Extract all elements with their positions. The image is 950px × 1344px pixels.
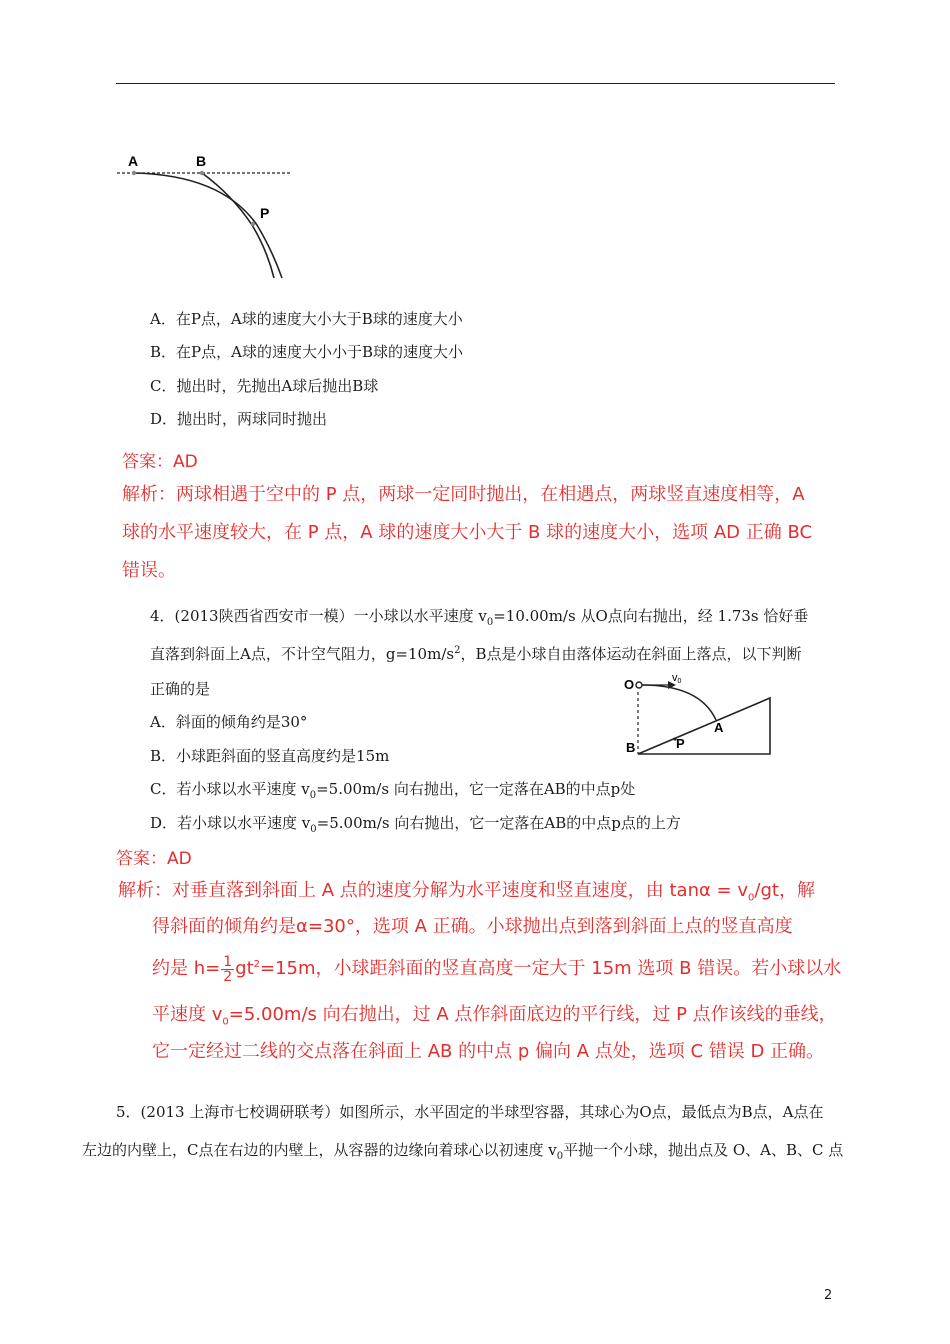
point-b-dot (200, 171, 204, 175)
q4-option-c: C．若小球以水平速度 $v_0=5.00m/s$ 向右抛出，它一定落在AB的中点p处 (150, 780, 636, 801)
q4-explanation-line5: 它一定经过二线的交点落在斜面上 AB 的中点 p 偏向 A 点处，选项 C 错误 D 正确。 (152, 1041, 825, 1062)
q3-option-a: A．在P点，A球的速度大小大于B球的速度大小 (150, 310, 463, 328)
projectile-path (642, 685, 716, 720)
q3-option-d: D．抛出时，两球同时抛出 (150, 410, 328, 428)
q3-answer: 答案：AD (122, 452, 198, 472)
label-o: O (624, 677, 635, 692)
label-a: A (714, 720, 724, 735)
q4-option-d: D．若小球以水平速度 $v_0=5.00m/s$ 向右抛出，它一定落在AB的中点p点的上方 (150, 814, 681, 835)
q3-option-c: C．抛出时，先抛出A球后抛出B球 (150, 377, 379, 395)
q4-explanation-line4: 平速度 $v_0=5.00m/s$ 向右抛出，过 A 点作斜面底边的平行线，过 P 点作该线的垂线， (152, 1004, 837, 1028)
origin-dot (636, 682, 642, 688)
q4-option-b: B．小球距斜面的竖直高度约是15m (150, 747, 390, 765)
q3-explanation-line3: 错误。 (122, 560, 176, 581)
label-p: P (260, 205, 270, 221)
incline (638, 698, 770, 754)
q4-stem-line1: 4．(2013陕西省西安市一模）一小球以水平速度 $v_0=10.00m/s$ 从O点向右抛出，经 1.73s 恰好垂 (150, 607, 809, 628)
header-rule (116, 83, 835, 84)
trajectory-figure (112, 150, 302, 285)
label-b: B (626, 740, 636, 755)
q4-option-a: A．斜面的倾角约是30° (150, 713, 308, 731)
q3-explanation-line1: 解析：两球相遇于空中的 P 点，两球一定同时抛出，在相遇点，两球竖直速度相等，A (122, 484, 805, 505)
q4-answer: 答案：AD (116, 849, 192, 869)
trajectory-a (134, 173, 282, 278)
q4-explanation-line1: 解析：对垂直落到斜面上 A 点的速度分解为水平速度和竖直速度，由 $\tan\alpha = v_0/gt$，解 (118, 880, 815, 904)
label-a: A (128, 153, 139, 169)
incline-figure (620, 670, 780, 760)
q4-explanation-line3: 约是 h= $\frac{1}{2}$ $gt^2=15m$，小球距斜面的竖直高度一定大于 15m 选项 B 错误。若小球以水 (152, 953, 842, 985)
point-a-dot (132, 171, 136, 175)
q4-stem-line2: 直落到斜面上A点，不计空气阻力，$g=10m/s^2$，B点是小球自由落体运动在斜面上落点，以下判断 (150, 645, 802, 663)
q5-line2: 左边的内壁上，C点在右边的内壁上，从容器的边缘向着球心以初速度 $v_0$平抛一个小球，抛出点及 O、A、B、C 点 (82, 1141, 844, 1162)
page-number: 2 (824, 1288, 833, 1303)
q4-stem-line3: 正确的是 (150, 680, 211, 698)
label-v0: v0 (672, 672, 682, 685)
q5-line1: 5．(2013 上海市七校调研联考）如图所示，水平固定的半球型容器，其球心为O点，最低点为B点，A点在 (116, 1103, 824, 1121)
q3-option-b: B．在P点，A球的速度大小小于B球的速度大小 (150, 343, 463, 361)
label-b: B (196, 153, 207, 169)
point-p-dot (251, 222, 255, 226)
label-p: P (676, 736, 685, 751)
q3-explanation-line2: 球的水平速度较大，在 P 点，A 球的速度大小大于 B 球的速度大小，选项 AD 正确 BC (122, 522, 813, 543)
q4-explanation-line2: 得斜面的倾角约是α=30°，选项 A 正确。小球抛出点到落到斜面上点的竖直高度 (152, 916, 793, 937)
